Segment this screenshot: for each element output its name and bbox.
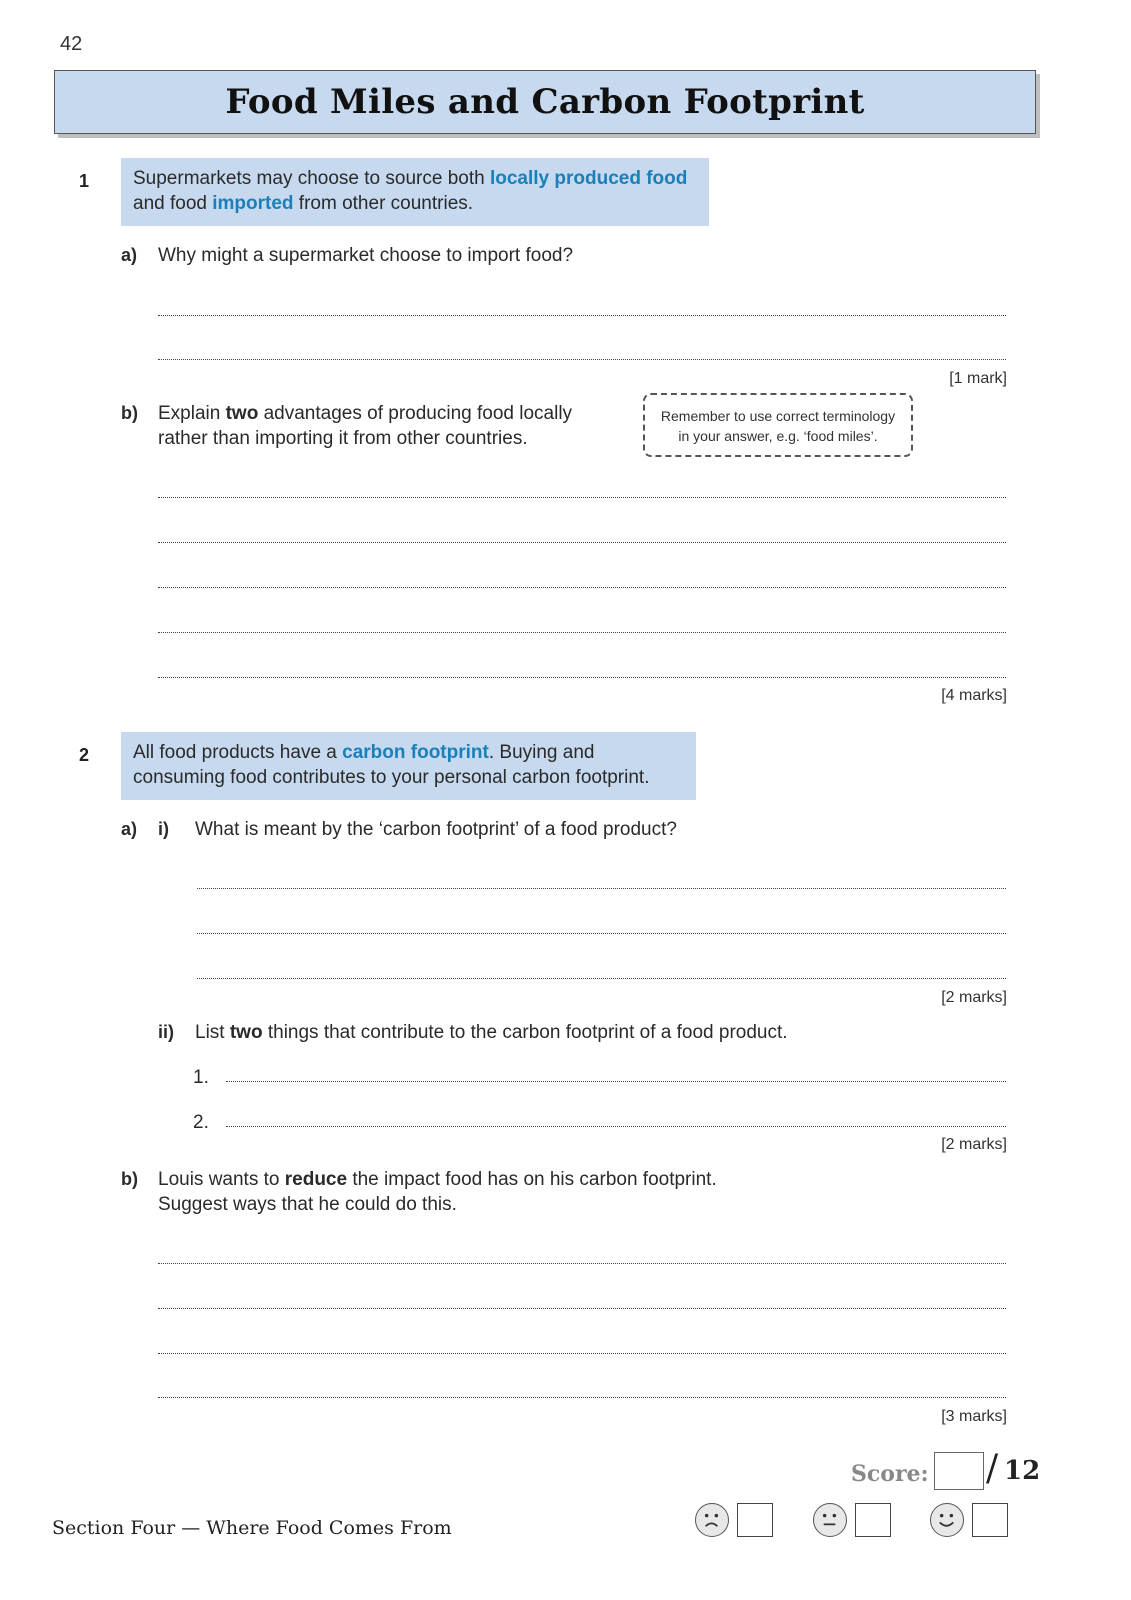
subpart-label: ii) [158, 1022, 174, 1042]
happy-face-icon [930, 1503, 964, 1537]
question-text-segment: things that contribute to the carbon footprint of a food product. [262, 1022, 788, 1043]
score-label: Score: [851, 1461, 929, 1487]
answer-line[interactable] [158, 315, 1006, 316]
question-text-line: Suggest ways that he could do this. [158, 1194, 457, 1215]
list-number: 1. [193, 1067, 209, 1088]
part-label: b) [121, 403, 138, 423]
hint-line: in your answer, e.g. ‘food miles’. [678, 428, 878, 444]
marks-label: [3 marks] [941, 1408, 1007, 1425]
answer-line[interactable] [158, 497, 1006, 498]
self-assessment-checkbox[interactable] [972, 1503, 1008, 1537]
intro-text: and food [133, 193, 213, 214]
answer-line[interactable] [158, 632, 1006, 633]
key-term: imported [212, 193, 294, 214]
answer-line[interactable] [226, 1126, 1006, 1127]
question-text-segment: List [195, 1022, 230, 1043]
subpart-label: i) [158, 819, 169, 839]
question-text-segment: Louis wants to [158, 1169, 285, 1190]
intro-text: . Buying and [488, 742, 595, 763]
answer-line[interactable] [158, 1397, 1006, 1398]
score-input[interactable] [934, 1452, 984, 1490]
key-term: carbon footprint [342, 742, 489, 763]
answer-line[interactable] [158, 677, 1006, 678]
part-label: b) [121, 1169, 138, 1189]
hint-box [643, 393, 913, 457]
question-text-line: rather than importing it from other countries. [158, 428, 528, 449]
intro-text: All food products have a [133, 742, 343, 763]
self-assessment-checkbox[interactable] [855, 1503, 891, 1537]
answer-line[interactable] [158, 1263, 1006, 1264]
emphasis: two [229, 1022, 263, 1043]
question-text [158, 401, 628, 451]
list-number: 2. [193, 1112, 209, 1133]
question-text-segment: the impact food has on his carbon footprint. [347, 1169, 717, 1190]
answer-line[interactable] [158, 1353, 1006, 1354]
answer-line[interactable] [158, 542, 1006, 543]
hint-line: Remember to use correct terminology [660, 408, 896, 424]
emphasis: two [225, 403, 259, 424]
question-text: Why might a supermarket choose to import food? [158, 245, 574, 266]
question-text [158, 1167, 858, 1217]
self-assessment-checkbox[interactable] [737, 1503, 773, 1537]
question-text-segment: Explain [158, 403, 226, 424]
intro-text: consuming food contributes to your personal carbon footprint. [133, 767, 650, 788]
emphasis: reduce [284, 1169, 348, 1190]
page-number: 42 [60, 33, 83, 55]
answer-line[interactable] [226, 1081, 1006, 1082]
marks-label: [2 marks] [941, 989, 1007, 1006]
score-total: 12 [1004, 1456, 1041, 1486]
question-1-intro [121, 158, 709, 226]
question-text-segment: advantages of producing food locally [258, 403, 573, 424]
marks-label: [4 marks] [941, 687, 1007, 704]
intro-text: Supermarkets may choose to source both [133, 168, 490, 189]
question-text [195, 1020, 788, 1045]
answer-line[interactable] [158, 359, 1006, 360]
marks-label: [2 marks] [941, 1136, 1007, 1153]
answer-line[interactable] [158, 587, 1006, 588]
neutral-face-icon [813, 1503, 847, 1537]
section-footer: Section Four — Where Food Comes From [52, 1517, 452, 1539]
page-title: Food Miles and Carbon Footprint [225, 82, 865, 122]
part-label: a) [121, 819, 138, 839]
question-1-number: 1 [79, 171, 90, 191]
answer-line[interactable] [197, 888, 1006, 889]
answer-line[interactable] [158, 1308, 1006, 1309]
question-2-number: 2 [79, 745, 90, 765]
marks-label: [1 mark] [949, 370, 1007, 387]
sad-face-icon [695, 1503, 729, 1537]
part-label: a) [121, 245, 138, 265]
answer-line[interactable] [197, 933, 1006, 934]
page-title-bar [54, 70, 1036, 134]
intro-text: from other countries. [293, 193, 474, 214]
question-text: What is meant by the ‘carbon footprint’ of a food product? [195, 819, 677, 840]
answer-line[interactable] [197, 978, 1006, 979]
key-term: locally produced food [489, 168, 688, 189]
score-separator: / [986, 1448, 999, 1489]
question-2-intro [121, 732, 696, 800]
